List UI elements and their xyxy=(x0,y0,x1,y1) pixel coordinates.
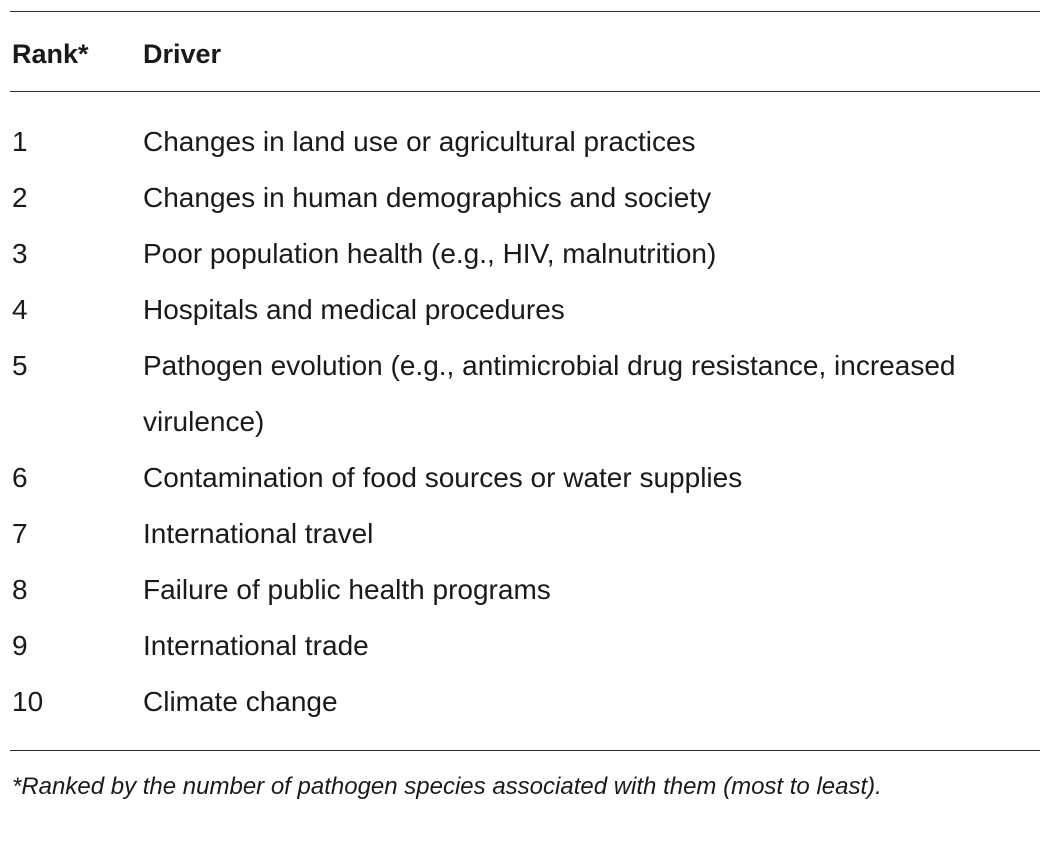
table-row xyxy=(0,282,1051,338)
rank-cell: 5 xyxy=(12,350,28,381)
rank-cell: 7 xyxy=(12,518,28,549)
rank-cell: 9 xyxy=(12,630,28,661)
driver-cell: Climate change xyxy=(143,686,338,717)
driver-cell: Hospitals and medical procedures xyxy=(143,294,565,325)
driver-cell: Changes in human demographics and society xyxy=(143,182,712,213)
driver-cell: International travel xyxy=(143,518,374,549)
column-header-rank: Rank* xyxy=(12,39,89,69)
rank-cell: 2 xyxy=(12,182,28,213)
table-row xyxy=(0,618,1051,674)
table-row xyxy=(0,674,1051,730)
column-header-driver: Driver xyxy=(143,39,222,69)
rank-cell: 10 xyxy=(12,686,44,717)
table-bottom-rule xyxy=(10,750,1040,751)
table-top-rule xyxy=(10,11,1040,12)
table-body xyxy=(0,114,1051,730)
table-row xyxy=(0,226,1051,282)
rank-cell: 3 xyxy=(12,238,28,269)
table-header-rule xyxy=(10,91,1040,92)
table-row xyxy=(0,562,1051,618)
table-footnote: *Ranked by the number of pathogen species associated with them (most to least). xyxy=(12,773,882,800)
table-row xyxy=(0,170,1051,226)
rank-cell: 6 xyxy=(12,462,28,493)
driver-cell: Pathogen evolution (e.g., antimicrobial drug resistance, increased virulence) xyxy=(143,350,956,437)
rank-cell: 4 xyxy=(12,294,28,325)
table-row xyxy=(0,450,1051,506)
driver-cell: Poor population health (e.g., HIV, malnutrition) xyxy=(143,238,717,269)
rank-cell: 8 xyxy=(12,574,28,605)
table-row xyxy=(0,506,1051,562)
driver-cell: Changes in land use or agricultural practices xyxy=(143,126,696,157)
table-row xyxy=(0,114,1051,170)
driver-cell: Failure of public health programs xyxy=(143,574,551,605)
driver-cell: Contamination of food sources or water supplies xyxy=(143,462,743,493)
table-row xyxy=(0,338,1051,450)
driver-cell: International trade xyxy=(143,630,369,661)
rank-cell: 1 xyxy=(12,126,28,157)
table-header-row xyxy=(0,36,1051,72)
